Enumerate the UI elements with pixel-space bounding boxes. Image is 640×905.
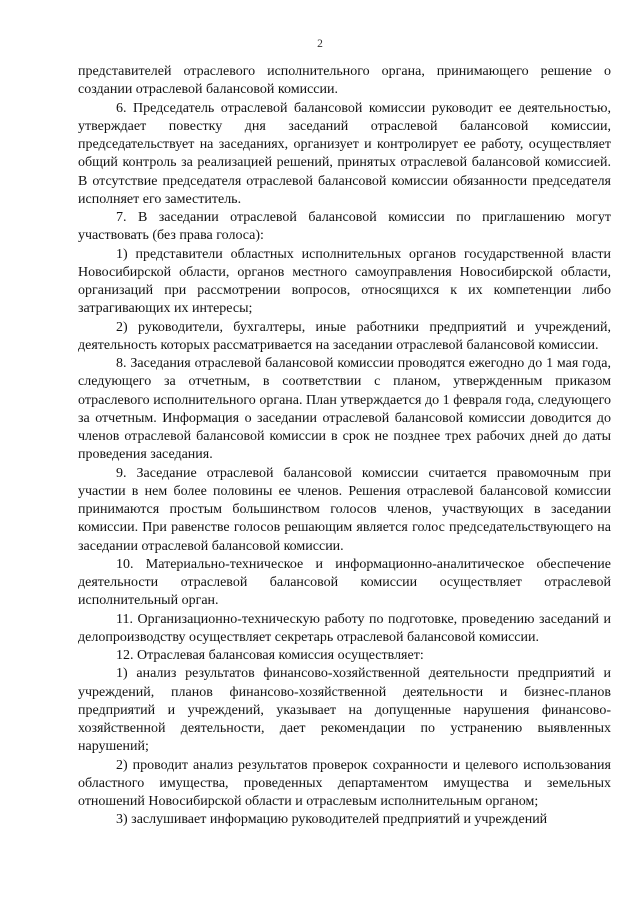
paragraph-item-12: 12. Отраслевая балансовая комиссия осуществляет: xyxy=(116,648,424,663)
paragraph-item-7-sub-1: 1) представители областных исполнительных органов государственной власти Новосибирской области, органов местного самоуправления Новосибирской области, организаций при рассмотрении вопросов, относящихся к их компетенции либо затрагивающих их интересы; xyxy=(78,246,611,317)
paragraph-continuation: представителей отраслевого исполнительного органа, принимающего решение о создании отраслевой балансовой комиссии. xyxy=(78,64,611,98)
paragraph-item-12-sub-2: 2) проводит анализ результатов проверок сохранности и целевого использования областного имущества, проведенных департаментом имущества и земельных отношений Новосибирской области и отраслевым исполнительным органом; xyxy=(78,757,611,809)
page-number: 2 xyxy=(317,38,323,50)
paragraph-item-10: 10. Материально-техническое и информационно-аналитическое обеспечение деятельности отраслевой балансовой комиссии осуществляет отраслевой исполнительный орган. xyxy=(78,556,611,609)
paragraph-item-12-sub-1: 1) анализ результатов финансово-хозяйственной деятельности предприятий и учреждений, планов финансово-хозяйственной деятельности и бизнес-планов предприятий и учреждений, указывает на допущенные нарушения финансово-хозяйственной деятельности, дает рекомендации по устранению выявленных нарушений; xyxy=(78,666,611,755)
paragraph-item-9: 9. Заседание отраслевой балансовой комиссии считается правомочным при участии в нем более половины ее членов. Решения отраслевой балансовой комиссии принимаются простым большинством голосов членов, участвующих в заседании комиссии. При равенстве голосов решающим является голос председательствующего на заседании отраслевой балансовой комиссии. xyxy=(78,465,611,554)
paragraph-item-7-sub-2: 2) руководители, бухгалтеры, иные работники предприятий и учреждений, деятельность которых рассматривается на заседании отраслевой балансовой комиссии. xyxy=(78,319,611,353)
paragraph-item-6: 6. Председатель отраслевой балансовой комиссии руководит ее деятельностью, утверждает повестку дня заседаний отраслевой балансовой комиссии, председательствует на заседаниях, организует и контролирует ее работу, осуществляет общий контроль за реализацией решений, принятых отраслевой балансовой комиссией. В отсутствие председателя отраслевой балансовой комиссии обязанности председателя исполняет его заместитель. xyxy=(78,100,611,207)
paragraph-item-8: 8. Заседания отраслевой балансовой комиссии проводятся ежегодно до 1 мая года, следующего за отчетным, в соответствии с планом, утвержденным приказом отраслевого исполнительного органа. План утверждается до 1 февраля года, следующего за отчетным. Информация о заседании отраслевой балансовой комиссии доводится до членов отраслевой балансовой комиссии в срок не позднее трех рабочих дней до даты проведения заседания. xyxy=(78,356,611,463)
paragraph-item-12-sub-3: 3) заслушивает информацию руководителей предприятий и учреждений xyxy=(116,812,548,828)
document-body xyxy=(78,63,611,830)
paragraph-item-11: 11. Организационно-техническую работу по подготовке, проведению заседаний и делопроизводству осуществляет секретарь отраслевой балансовой комиссии. xyxy=(78,611,611,645)
paragraph-item-7: 7. В заседании отраслевой балансовой комиссии по приглашению могут участвовать (без права голоса): xyxy=(78,210,611,244)
